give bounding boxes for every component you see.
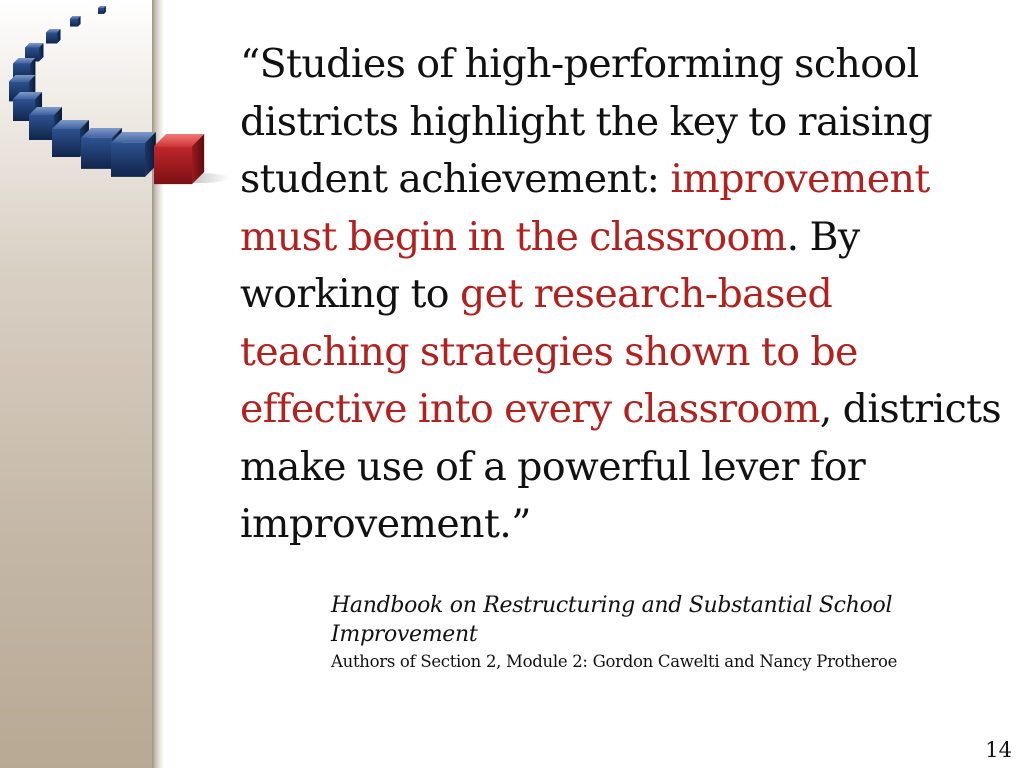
citation-title: Handbook on Restructuring and Substantial School Improvement [331, 593, 893, 647]
red-cube-front [154, 146, 192, 184]
blue-cube-10-front [81, 138, 112, 169]
blue-cube-8-front [29, 115, 54, 140]
citation [331, 591, 1021, 675]
quote-highlight-2: get research-based teaching strategies shown to be effective into every classroom [240, 271, 858, 432]
quote-text-3: , districts make use of a powerful lever for improvement.” [240, 386, 1002, 547]
quote-text-1: “Studies of high-performing school districts highlight the key to raising student achievement: [240, 41, 933, 202]
quote-highlight-1: improvement must begin in the classroom [240, 156, 930, 260]
blue-cube-11-front [111, 143, 145, 177]
blue-cube-9-front [52, 129, 80, 157]
blue-cube-1-front [98, 8, 104, 14]
blue-cube-2-front [70, 19, 78, 27]
blue-cube-3-front [46, 33, 57, 44]
main-quote [240, 36, 1010, 554]
quote-text-2: . By working to [240, 213, 860, 317]
citation-authors: Authors of Section 2, Module 2: Gordon Cawelti and Nancy Protheroe [331, 652, 898, 671]
cube-arc-decoration-icon [0, 0, 230, 200]
page-number: 14 [985, 738, 1012, 762]
